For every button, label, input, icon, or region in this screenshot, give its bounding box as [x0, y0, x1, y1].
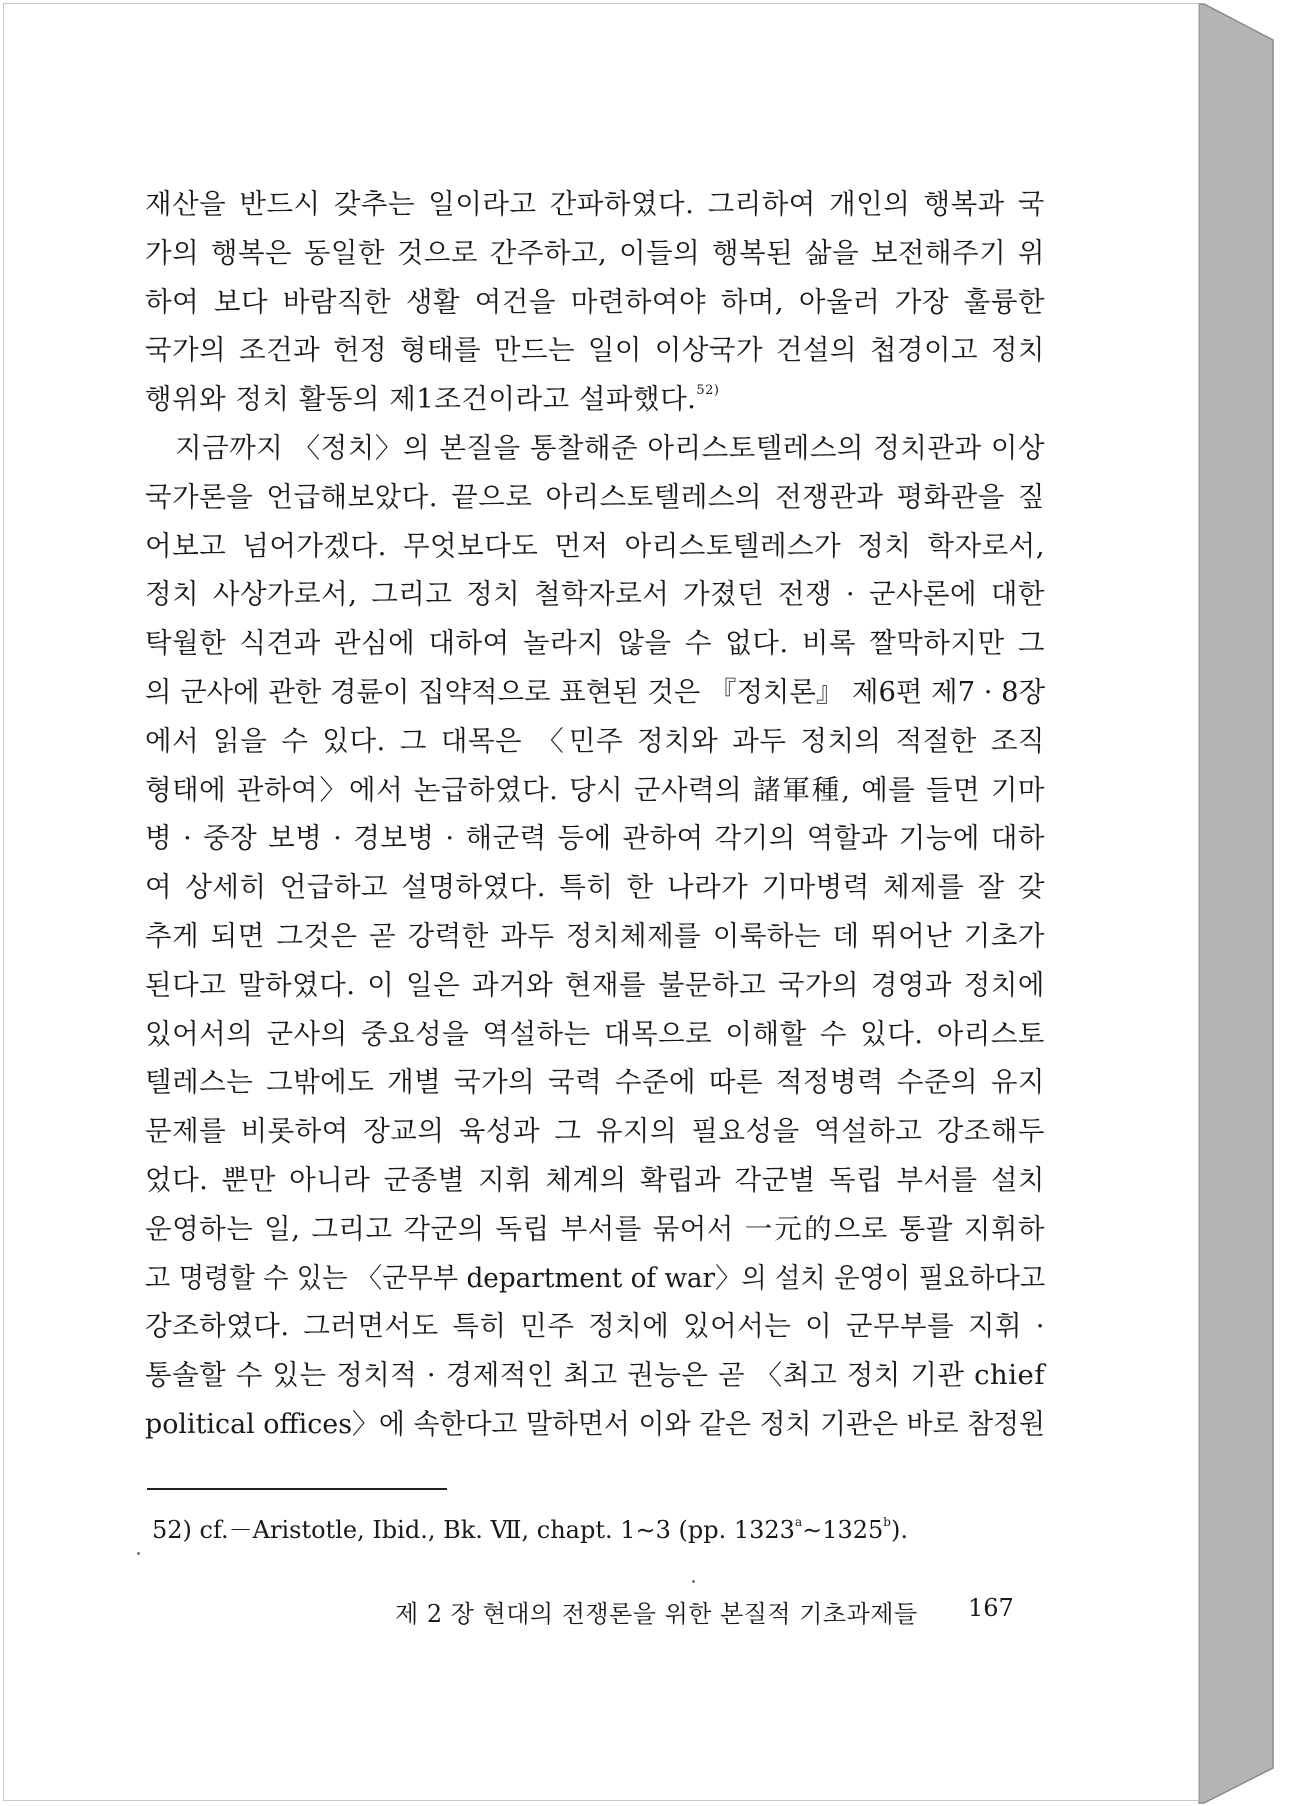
- body-line: 있어서의 군사의 중요성을 역설하는 대목으로 이해할 수 있다. 아리스토: [145, 1017, 1045, 1050]
- body-line: 었다. 뿐만 아니라 군종별 지휘 체계의 확립과 각군별 독립 부서를 설치: [145, 1163, 1045, 1196]
- footnote-text: cf.－Aristotle, Ibid., Bk. Ⅶ, chapt. 1∼3 (pp. 1323: [199, 1516, 795, 1544]
- footnote-sup-a: a: [794, 1515, 803, 1529]
- scan-speck: [692, 1580, 695, 1583]
- book-side-fill: [1199, 4, 1273, 1803]
- body-line: 국가의 조건과 헌정 형태를 만드는 일이 이상국가 건설의 첩경이고 정치: [145, 334, 1045, 367]
- body-line: 지금까지 〈정치〉의 본질을 통찰해준 아리스토텔레스의 정치관과 이상: [175, 431, 1045, 464]
- body-line: 의 군사에 관한 경륜이 집약적으로 표현된 것은 『정치론』 제6편 제7 · 8장: [145, 675, 1046, 708]
- body-line: 된다고 말하였다. 이 일은 과거와 현재를 불문하고 국가의 경영과 정치에: [145, 968, 1045, 1001]
- body-line: [145, 375, 1045, 424]
- body-line: 하여 보다 바람직한 생활 여건을 마련하여야 하며, 아울러 가장 훌륭한: [145, 285, 1045, 318]
- body-line: 텔레스는 그밖에도 개별 국가의 국력 수준에 따른 적정병력 수준의 유지: [145, 1066, 1045, 1099]
- body-line: 정치 사상가로서, 그리고 정치 철학자로서 가졌던 전쟁 · 군사론에 대한: [145, 578, 1045, 611]
- body-line: 추게 되면 그것은 곧 강력한 과두 정치체제를 이룩하는 데 뛰어난 기초가: [145, 919, 1046, 952]
- footnote-52: [152, 1510, 908, 1545]
- body-line: 탁월한 식견과 관심에 대하여 놀라지 않을 수 없다. 비록 짤막하지만 그: [145, 627, 1045, 660]
- page-number: 167: [968, 1594, 1014, 1622]
- body-line: 국가론을 언급해보았다. 끝으로 아리스토텔레스의 전쟁관과 평화관을 짚: [145, 480, 1045, 513]
- body-line: political offices〉에 속한다고 말하면서 이와 같은 정치 기관은 바로 참정원: [145, 1407, 1046, 1440]
- body-line: 에서 읽을 수 있다. 그 대목은 〈민주 정치와 과두 정치의 적절한 조직: [145, 724, 1045, 757]
- footnote-sup-b: b: [883, 1515, 891, 1529]
- body-line: 운영하는 일, 그리고 각군의 독립 부서를 묶어서 一元的으로 통괄 지휘하: [145, 1212, 1045, 1245]
- scan-speck: [137, 1552, 140, 1555]
- body-line: 병 · 중장 보병 · 경보병 · 해군력 등에 관하여 각기의 역할과 기능에 대하: [145, 822, 1045, 855]
- body-line: 재산을 반드시 갖추는 일이라고 간파하였다. 그리하여 개인의 행복과 국: [145, 188, 1045, 220]
- footnote-number: 52): [152, 1516, 192, 1544]
- footnote-mid: ∼1325: [802, 1516, 884, 1544]
- body-line: 가의 행복은 동일한 것으로 간주하고, 이들의 행복된 삶을 보전해주기 위: [145, 236, 1045, 269]
- body-line: 어보고 넘어가겠다. 무엇보다도 먼저 아리스토텔레스가 정치 학자로서,: [145, 529, 1045, 562]
- body-line: 형태에 관하여〉에서 논급하였다. 당시 군사력의 諸軍種, 예를 들면 기마: [145, 773, 1045, 806]
- body-line: 통솔할 수 있는 정치적 · 경제적인 최고 권능은 곧 〈최고 정치 기관 chief: [145, 1359, 1045, 1392]
- body-line: 여 상세히 언급하고 설명하였다. 특히 한 나라가 기마병력 체제를 잘 갖: [145, 871, 1045, 904]
- body-line: 문제를 비롯하여 장교의 육성과 그 유지의 필요성을 역설하고 강조해두: [145, 1115, 1045, 1148]
- body-line: 강조하였다. 그러면서도 특히 민주 정치에 있어서는 이 군무부를 지휘 ·: [145, 1310, 1045, 1343]
- body-text: [145, 180, 1045, 1449]
- body-line: 고 명령할 수 있는 〈군무부 department of war〉의 설치 운영이 필요하다고: [145, 1261, 1046, 1294]
- footnote-divider: [147, 1488, 447, 1490]
- footnote-end: ).: [890, 1516, 908, 1544]
- running-footer: 제 2 장 현대의 전쟁론을 위한 본질적 기초과제들: [395, 1600, 918, 1628]
- footnote-ref-52: 52): [696, 383, 720, 399]
- body-line-text: 행위와 정치 활동의 제1조건이라고 설파했다.: [145, 383, 697, 416]
